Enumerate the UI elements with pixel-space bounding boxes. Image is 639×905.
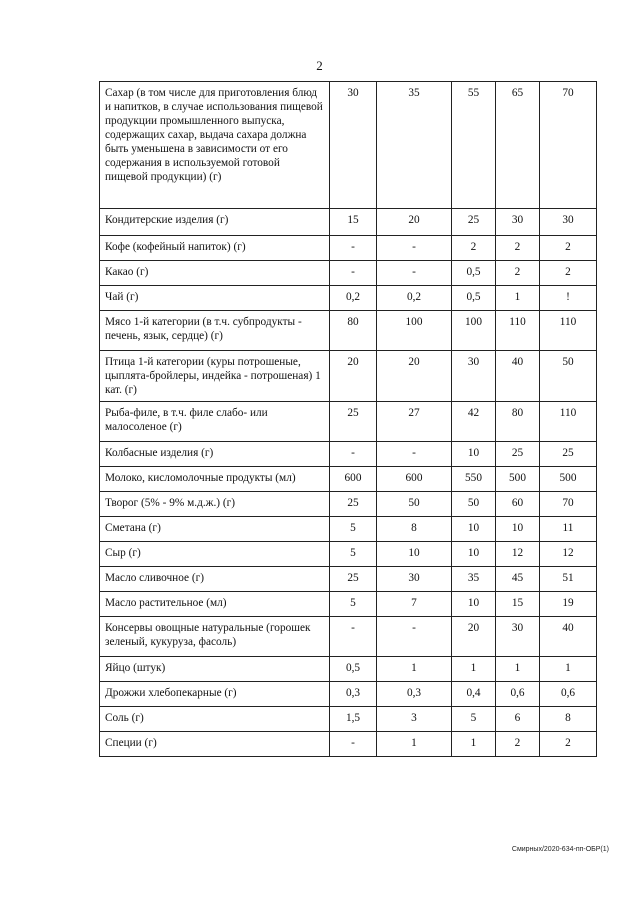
- table-row: [100, 542, 597, 567]
- norm-value-cell: 0,3: [330, 682, 377, 707]
- table-row: [100, 261, 597, 286]
- table-row: [100, 682, 597, 707]
- norm-value-cell: -: [377, 236, 452, 261]
- norm-value-cell: 8: [540, 707, 597, 732]
- norm-value-cell: 80: [496, 402, 540, 442]
- product-name-cell: Специи (г): [100, 732, 330, 757]
- norm-value-cell: 30: [496, 617, 540, 657]
- product-name-cell: Сметана (г): [100, 517, 330, 542]
- table-row: [100, 617, 597, 657]
- norm-value-cell: 0,5: [330, 657, 377, 682]
- norm-value-cell: 50: [540, 351, 597, 402]
- norm-value-cell: 42: [452, 402, 496, 442]
- table-row: [100, 707, 597, 732]
- norm-value-cell: -: [330, 732, 377, 757]
- norm-value-cell: 1: [496, 657, 540, 682]
- norm-value-cell: 0,6: [540, 682, 597, 707]
- norm-value-cell: 25: [452, 209, 496, 236]
- norm-value-cell: 1: [377, 732, 452, 757]
- table-row: [100, 442, 597, 467]
- norm-value-cell: 10: [452, 517, 496, 542]
- table-row: [100, 209, 597, 236]
- norm-value-cell: 2: [540, 732, 597, 757]
- table-row: [100, 492, 597, 517]
- product-name-cell: Чай (г): [100, 286, 330, 311]
- norm-value-cell: 1: [377, 657, 452, 682]
- norm-value-cell: 500: [540, 467, 597, 492]
- norm-value-cell: -: [377, 261, 452, 286]
- norm-value-cell: 7: [377, 592, 452, 617]
- norm-value-cell: 70: [540, 82, 597, 209]
- norm-value-cell: 1: [540, 657, 597, 682]
- table-row: [100, 567, 597, 592]
- product-name-cell: Консервы овощные натуральные (горошек зеленый, кукуруза, фасоль): [100, 617, 330, 657]
- norm-value-cell: 550: [452, 467, 496, 492]
- norm-value-cell: 25: [330, 402, 377, 442]
- norm-value-cell: 1: [452, 732, 496, 757]
- product-name-cell: Какао (г): [100, 261, 330, 286]
- norm-value-cell: 0,2: [377, 286, 452, 311]
- norm-value-cell: 2: [540, 236, 597, 261]
- table-row: [100, 657, 597, 682]
- norm-value-cell: 15: [330, 209, 377, 236]
- product-name-cell: Сыр (г): [100, 542, 330, 567]
- norm-value-cell: 50: [377, 492, 452, 517]
- norm-value-cell: 0,6: [496, 682, 540, 707]
- food-norms-table: [99, 81, 597, 757]
- product-name-cell: Кондитерские изделия (г): [100, 209, 330, 236]
- product-name-cell: Кофе (кофейный напиток) (г): [100, 236, 330, 261]
- norm-value-cell: 8: [377, 517, 452, 542]
- norm-value-cell: 1: [452, 657, 496, 682]
- norm-value-cell: 55: [452, 82, 496, 209]
- product-name-cell: Дрожжи хлебопекарные (г): [100, 682, 330, 707]
- norm-value-cell: 1,5: [330, 707, 377, 732]
- norm-value-cell: 600: [330, 467, 377, 492]
- norm-value-cell: 100: [452, 311, 496, 351]
- table-row: [100, 82, 597, 209]
- document-code: Смирных/2020-634-пп-ОБР(1): [511, 846, 609, 853]
- norm-value-cell: -: [377, 617, 452, 657]
- norm-value-cell: 20: [377, 209, 452, 236]
- norm-value-cell: 5: [452, 707, 496, 732]
- norm-value-cell: 2: [496, 236, 540, 261]
- norm-value-cell: 51: [540, 567, 597, 592]
- norm-value-cell: 2: [496, 732, 540, 757]
- norm-value-cell: 20: [452, 617, 496, 657]
- norm-value-cell: 40: [496, 351, 540, 402]
- norm-value-cell: 25: [540, 442, 597, 467]
- norm-value-cell: 30: [496, 209, 540, 236]
- norm-value-cell: 0,5: [452, 261, 496, 286]
- norm-value-cell: 25: [330, 492, 377, 517]
- table-row: [100, 311, 597, 351]
- table-row: [100, 286, 597, 311]
- table-row: [100, 236, 597, 261]
- norm-value-cell: 1: [496, 286, 540, 311]
- norm-value-cell: 12: [540, 542, 597, 567]
- norm-value-cell: 40: [540, 617, 597, 657]
- norm-value-cell: 60: [496, 492, 540, 517]
- table-row: [100, 467, 597, 492]
- norm-value-cell: 10: [496, 517, 540, 542]
- norm-value-cell: 2: [540, 261, 597, 286]
- norm-value-cell: 30: [377, 567, 452, 592]
- norm-value-cell: 3: [377, 707, 452, 732]
- norm-value-cell: 100: [377, 311, 452, 351]
- norm-value-cell: 70: [540, 492, 597, 517]
- table-body: [100, 82, 597, 757]
- norm-value-cell: 30: [330, 82, 377, 209]
- norm-value-cell: 35: [377, 82, 452, 209]
- norm-value-cell: 30: [540, 209, 597, 236]
- norm-value-cell: 0,3: [377, 682, 452, 707]
- product-name-cell: Творог (5% - 9% м.д.ж.) (г): [100, 492, 330, 517]
- norm-value-cell: 6: [496, 707, 540, 732]
- product-name-cell: Соль (г): [100, 707, 330, 732]
- norm-value-cell: 10: [452, 592, 496, 617]
- product-name-cell: Масло сливочное (г): [100, 567, 330, 592]
- norm-value-cell: 5: [330, 517, 377, 542]
- norm-value-cell: 30: [452, 351, 496, 402]
- table-row: [100, 732, 597, 757]
- norm-value-cell: 19: [540, 592, 597, 617]
- norm-value-cell: 0,4: [452, 682, 496, 707]
- norm-value-cell: -: [330, 442, 377, 467]
- norm-value-cell: 110: [540, 402, 597, 442]
- norm-value-cell: -: [330, 617, 377, 657]
- norm-value-cell: 5: [330, 592, 377, 617]
- norm-value-cell: 25: [496, 442, 540, 467]
- norm-value-cell: 25: [330, 567, 377, 592]
- norm-value-cell: 80: [330, 311, 377, 351]
- table-row: [100, 517, 597, 542]
- product-name-cell: Рыба-филе, в т.ч. филе слабо- или малосоленое (г): [100, 402, 330, 442]
- norm-value-cell: 5: [330, 542, 377, 567]
- product-name-cell: Мясо 1-й категории (в т.ч. субпродукты - печень, язык, сердце) (г): [100, 311, 330, 351]
- norm-value-cell: 0,5: [452, 286, 496, 311]
- product-name-cell: Сахар (в том числе для приготовления блюд и напитков, в случае использования пищевой продукции промышленного выпуска, содержащих сахар, выдача сахара должна быть уменьшена в зависимости от его содержания в используемой готовой пищевой продукции) (г): [100, 82, 330, 209]
- norm-value-cell: 2: [496, 261, 540, 286]
- norm-value-cell: 50: [452, 492, 496, 517]
- norm-value-cell: 20: [330, 351, 377, 402]
- product-name-cell: Колбасные изделия (г): [100, 442, 330, 467]
- norm-value-cell: 10: [452, 442, 496, 467]
- product-name-cell: Масло растительное (мл): [100, 592, 330, 617]
- norm-value-cell: 65: [496, 82, 540, 209]
- table-row: [100, 592, 597, 617]
- norm-value-cell: 10: [452, 542, 496, 567]
- product-name-cell: Птица 1-й категории (куры потрошеные, цыплята-бройлеры, индейка - потрошеная) 1 кат. (г): [100, 351, 330, 402]
- norm-value-cell: 110: [496, 311, 540, 351]
- norm-value-cell: 15: [496, 592, 540, 617]
- norm-value-cell: -: [377, 442, 452, 467]
- norm-value-cell: 0,2: [330, 286, 377, 311]
- norm-value-cell: 600: [377, 467, 452, 492]
- norm-value-cell: 45: [496, 567, 540, 592]
- norm-value-cell: 35: [452, 567, 496, 592]
- norm-value-cell: 11: [540, 517, 597, 542]
- norm-value-cell: 110: [540, 311, 597, 351]
- page-number: 2: [316, 58, 323, 73]
- norm-value-cell: 2: [452, 236, 496, 261]
- product-name-cell: Яйцо (штук): [100, 657, 330, 682]
- norm-value-cell: 500: [496, 467, 540, 492]
- norm-value-cell: -: [330, 236, 377, 261]
- norm-value-cell: -: [330, 261, 377, 286]
- norm-value-cell: 10: [377, 542, 452, 567]
- norm-value-cell: 27: [377, 402, 452, 442]
- table-row: [100, 351, 597, 402]
- norm-value-cell: 20: [377, 351, 452, 402]
- product-name-cell: Молоко, кисломолочные продукты (мл): [100, 467, 330, 492]
- table-row: [100, 402, 597, 442]
- norm-value-cell: 12: [496, 542, 540, 567]
- norm-value-cell: !: [540, 286, 597, 311]
